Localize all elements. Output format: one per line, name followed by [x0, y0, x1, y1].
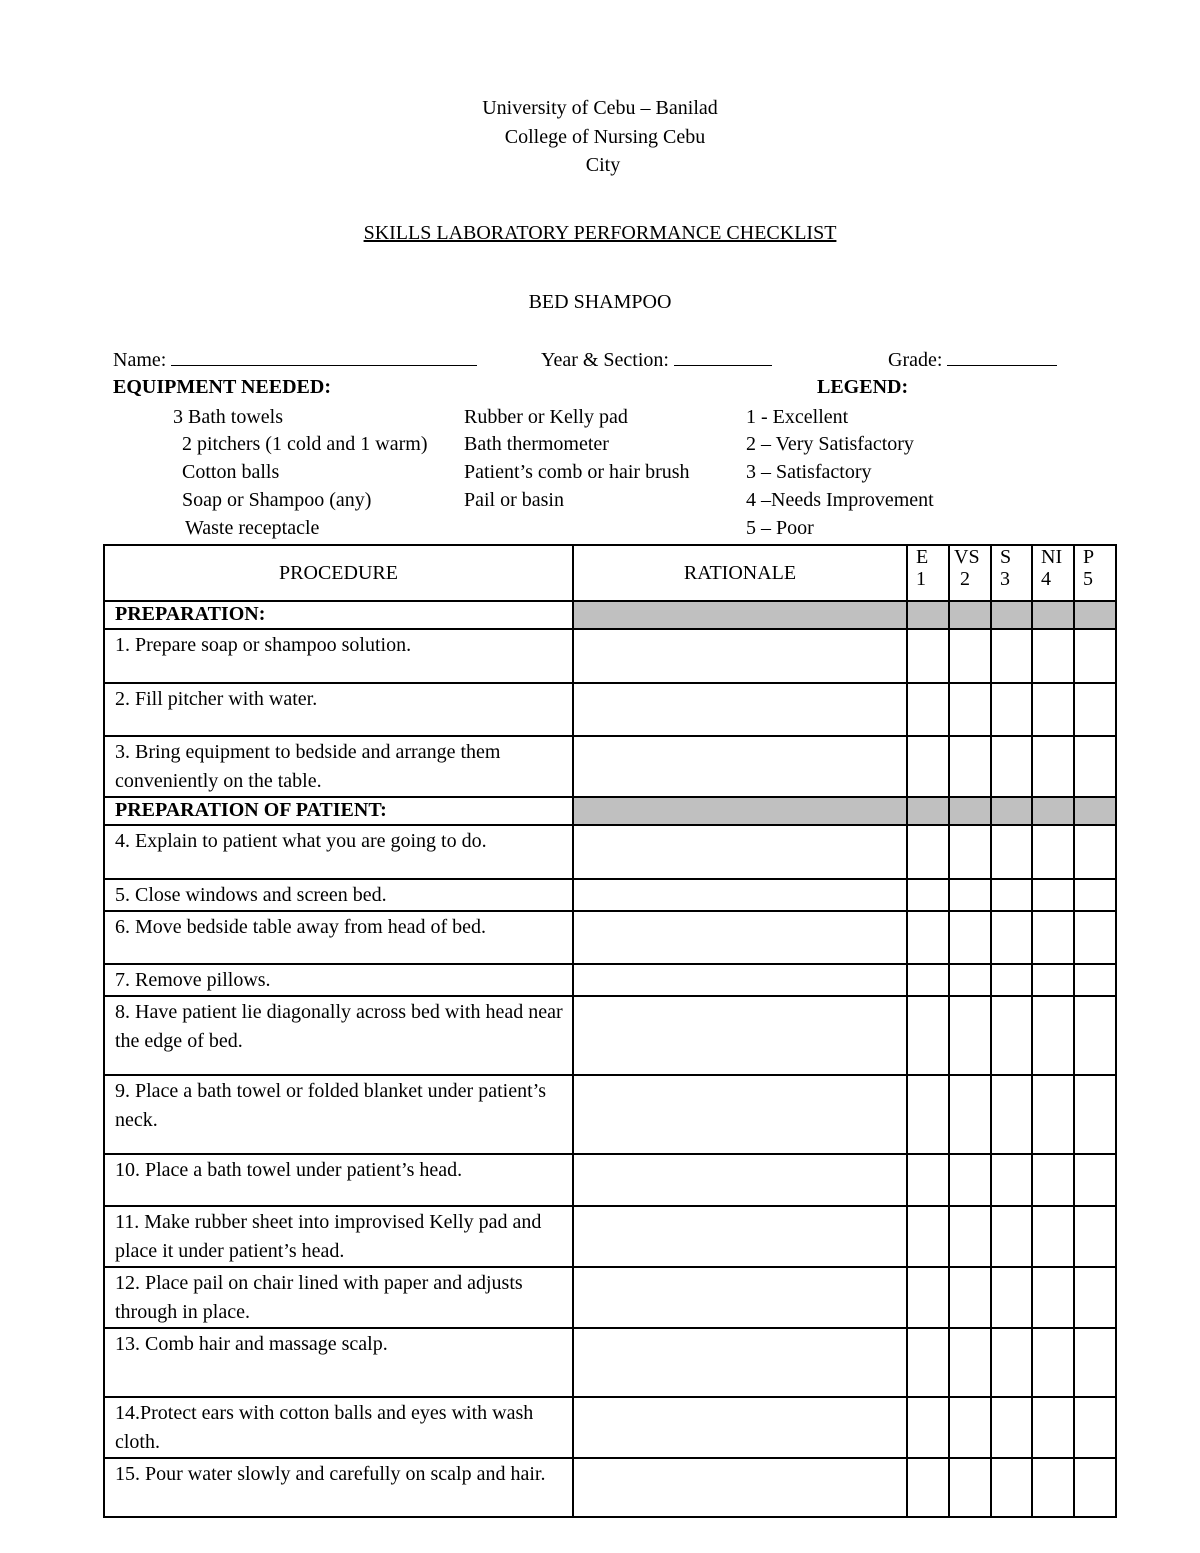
legend-heading: LEGEND: [817, 376, 909, 398]
score-cell[interactable] [949, 1328, 991, 1397]
shaded-cell [1032, 797, 1074, 825]
score-cell[interactable] [991, 1154, 1032, 1206]
score-cell[interactable] [991, 879, 1032, 911]
score-cell[interactable] [1032, 1397, 1074, 1458]
score-cell[interactable] [1074, 825, 1116, 879]
shaded-cell [907, 797, 949, 825]
year-section-field[interactable] [541, 347, 772, 372]
score-cell[interactable] [991, 1397, 1032, 1458]
score-header-p [1074, 545, 1116, 601]
rationale-cell[interactable] [573, 1154, 907, 1206]
score-cell[interactable] [1074, 1075, 1116, 1154]
rationale-cell[interactable] [573, 1458, 907, 1517]
college-name: College of Nursing Cebu [504, 126, 706, 148]
score-header-vs-top: VS [954, 546, 980, 568]
shaded-cell [573, 601, 907, 629]
rationale-cell[interactable] [573, 629, 907, 683]
score-cell[interactable] [907, 1397, 949, 1458]
score-cell[interactable] [1074, 996, 1116, 1075]
shaded-cell [991, 797, 1032, 825]
table-row [104, 1397, 1116, 1458]
score-cell[interactable] [1074, 1458, 1116, 1517]
score-cell[interactable] [907, 1206, 949, 1267]
rationale-cell[interactable] [573, 1206, 907, 1267]
rationale-cell[interactable] [573, 964, 907, 996]
section-label: PREPARATION: [104, 601, 573, 629]
rationale-cell[interactable] [573, 996, 907, 1075]
table-row [104, 996, 1116, 1075]
score-cell[interactable] [991, 825, 1032, 879]
year-section-blank[interactable] [674, 347, 772, 366]
score-cell[interactable] [1032, 629, 1074, 683]
score-cell[interactable] [991, 736, 1032, 797]
procedure-step: 4. Explain to patient what you are going to do. [104, 825, 573, 879]
table-row [104, 964, 1116, 996]
score-cell[interactable] [949, 1075, 991, 1154]
score-cell[interactable] [949, 1458, 991, 1517]
document-title [0, 222, 1200, 245]
shaded-cell [949, 797, 991, 825]
score-cell[interactable] [907, 1154, 949, 1206]
header-row [104, 545, 1116, 601]
equipment-item: Rubber or Kelly pad [464, 406, 628, 428]
name-blank[interactable] [171, 347, 477, 366]
score-cell[interactable] [1032, 736, 1074, 797]
score-cell[interactable] [1074, 911, 1116, 964]
rationale-cell[interactable] [573, 879, 907, 911]
table-row [104, 1328, 1116, 1397]
score-cell[interactable] [1032, 879, 1074, 911]
score-cell[interactable] [1074, 1154, 1116, 1206]
rationale-cell[interactable] [573, 1267, 907, 1328]
shaded-cell [949, 601, 991, 629]
table-row [104, 911, 1116, 964]
score-cell[interactable] [907, 911, 949, 964]
score-cell[interactable] [907, 964, 949, 996]
procedure-step: 7. Remove pillows. [104, 964, 573, 996]
score-header-e-bottom: 1 [916, 568, 926, 590]
procedure-step: 12. Place pail on chair lined with paper and adjusts through in place. [104, 1267, 573, 1328]
rationale-cell[interactable] [573, 736, 907, 797]
score-cell[interactable] [1032, 825, 1074, 879]
score-header-ni-bottom: 4 [1041, 568, 1051, 590]
table-row [104, 1458, 1116, 1517]
equipment-item: 3 Bath towels [173, 406, 283, 428]
shaded-cell [991, 601, 1032, 629]
score-cell[interactable] [991, 911, 1032, 964]
score-cell[interactable] [1074, 736, 1116, 797]
score-cell[interactable] [949, 629, 991, 683]
rationale-cell[interactable] [573, 911, 907, 964]
school-name: University of Cebu – Banilad [482, 97, 718, 119]
score-cell[interactable] [949, 964, 991, 996]
section-row [104, 601, 1116, 629]
score-cell[interactable] [907, 1267, 949, 1328]
score-cell[interactable] [991, 1267, 1032, 1328]
score-cell[interactable] [1032, 996, 1074, 1075]
score-cell[interactable] [949, 1206, 991, 1267]
procedure-step: 5. Close windows and screen bed. [104, 879, 573, 911]
legend-item: 4 –Needs Improvement [746, 489, 934, 511]
score-cell[interactable] [907, 1458, 949, 1517]
score-header-s-top: S [1000, 546, 1012, 568]
equipment-item: Soap or Shampoo (any) [182, 489, 372, 511]
score-cell[interactable] [1074, 1267, 1116, 1328]
procedure-step: 13. Comb hair and massage scalp. [104, 1328, 573, 1397]
score-header-vs-bottom: 2 [960, 568, 970, 590]
table-row [104, 1206, 1116, 1267]
score-header-s [991, 545, 1032, 601]
year-section-label: Year & Section: [541, 349, 669, 371]
score-header-ni-top: NI [1041, 546, 1063, 568]
score-cell[interactable] [1032, 1154, 1074, 1206]
procedure-step: 6. Move bedside table away from head of bed. [104, 911, 573, 964]
shaded-cell [907, 601, 949, 629]
table-row [104, 683, 1116, 736]
score-header-s-bottom: 3 [1000, 568, 1010, 590]
score-cell[interactable] [1074, 629, 1116, 683]
procedure-step: 9. Place a bath towel or folded blanket under patient’s neck. [104, 1075, 573, 1154]
score-cell[interactable] [907, 1328, 949, 1397]
checklist-table [103, 544, 1117, 1518]
score-cell[interactable] [907, 996, 949, 1075]
grade-label: Grade: [888, 349, 943, 371]
procedure-step: 8. Have patient lie diagonally across bed with head near the edge of bed. [104, 996, 573, 1075]
rationale-cell[interactable] [573, 1328, 907, 1397]
score-cell[interactable] [907, 736, 949, 797]
procedure-title: BED SHAMPOO [528, 291, 672, 313]
shaded-cell [1032, 601, 1074, 629]
score-cell[interactable] [1032, 911, 1074, 964]
equipment-item: Bath thermometer [464, 433, 609, 455]
procedure-step: 15. Pour water slowly and carefully on scalp and hair. [104, 1458, 573, 1517]
score-cell[interactable] [991, 964, 1032, 996]
score-header-e [907, 545, 949, 601]
table-row [104, 825, 1116, 879]
score-cell[interactable] [907, 1075, 949, 1154]
legend-item: 1 - Excellent [746, 406, 849, 428]
legend-item: 3 – Satisfactory [746, 461, 872, 483]
grade-blank[interactable] [947, 347, 1057, 366]
score-cell[interactable] [949, 879, 991, 911]
table-row [104, 1267, 1116, 1328]
score-cell[interactable] [991, 1075, 1032, 1154]
score-cell[interactable] [1032, 964, 1074, 996]
procedure-step: 2. Fill pitcher with water. [104, 683, 573, 736]
equipment-item: Pail or basin [464, 489, 564, 511]
score-cell[interactable] [1032, 1328, 1074, 1397]
score-cell[interactable] [907, 629, 949, 683]
score-cell[interactable] [1074, 964, 1116, 996]
score-cell[interactable] [1032, 683, 1074, 736]
procedure-step: 1. Prepare soap or shampoo solution. [104, 629, 573, 683]
score-cell[interactable] [1074, 1206, 1116, 1267]
equipment-heading: EQUIPMENT NEEDED: [113, 376, 331, 398]
procedure-step: 14.Protect ears with cotton balls and eyes with wash cloth. [104, 1397, 573, 1458]
score-cell[interactable] [991, 996, 1032, 1075]
score-cell[interactable] [1074, 879, 1116, 911]
score-cell[interactable] [949, 825, 991, 879]
score-cell[interactable] [991, 1328, 1032, 1397]
section-label: PREPARATION OF PATIENT: [104, 797, 573, 825]
score-cell[interactable] [1074, 1328, 1116, 1397]
score-cell[interactable] [949, 1267, 991, 1328]
score-cell[interactable] [991, 683, 1032, 736]
equipment-item: Cotton balls [182, 461, 280, 483]
rationale-cell[interactable] [573, 1397, 907, 1458]
score-cell[interactable] [1032, 1206, 1074, 1267]
score-cell[interactable] [949, 1154, 991, 1206]
score-header-e-top: E [916, 546, 929, 568]
table-row [104, 736, 1116, 797]
score-header-ni [1032, 545, 1074, 601]
equipment-item: Waste receptacle [185, 517, 320, 539]
legend-item: 5 – Poor [746, 517, 814, 539]
score-cell[interactable] [907, 879, 949, 911]
score-cell[interactable] [907, 825, 949, 879]
score-cell[interactable] [949, 1397, 991, 1458]
equipment-item: Patient’s comb or hair brush [464, 461, 690, 483]
rationale-header: RATIONALE [573, 545, 907, 601]
score-header-p-top: P [1083, 546, 1095, 568]
name-field[interactable] [113, 347, 477, 372]
score-cell[interactable] [907, 683, 949, 736]
score-cell[interactable] [949, 911, 991, 964]
procedure-step: 11. Make rubber sheet into improvised Kelly pad and place it under patient’s head. [104, 1206, 573, 1267]
shaded-cell [573, 797, 907, 825]
equipment-item: 2 pitchers (1 cold and 1 warm) [182, 433, 428, 455]
legend-item: 2 – Very Satisfactory [746, 433, 914, 455]
rationale-cell[interactable] [573, 825, 907, 879]
rationale-cell[interactable] [573, 1075, 907, 1154]
shaded-cell [1074, 601, 1116, 629]
score-cell[interactable] [991, 1458, 1032, 1517]
shaded-cell [1074, 797, 1116, 825]
rationale-cell[interactable] [573, 683, 907, 736]
section-row [104, 797, 1116, 825]
score-cell[interactable] [949, 736, 991, 797]
procedure-step: 10. Place a bath towel under patient’s head. [104, 1154, 573, 1206]
score-cell[interactable] [991, 629, 1032, 683]
table-row [104, 879, 1116, 911]
table-row [104, 629, 1116, 683]
score-cell[interactable] [1074, 683, 1116, 736]
procedure-step: 3. Bring equipment to bedside and arrange them conveniently on the table. [104, 736, 573, 797]
table-row [104, 1075, 1116, 1154]
document-title-text: SKILLS LABORATORY PERFORMANCE CHECKLIST [363, 222, 837, 244]
score-header-p-bottom: 5 [1083, 568, 1093, 590]
city-line: City [585, 154, 621, 176]
score-cell[interactable] [949, 683, 991, 736]
procedure-header: PROCEDURE [104, 545, 573, 601]
score-cell[interactable] [949, 996, 991, 1075]
grade-field[interactable] [888, 347, 1057, 372]
score-cell[interactable] [1074, 1397, 1116, 1458]
score-cell[interactable] [1032, 1458, 1074, 1517]
score-cell[interactable] [1032, 1267, 1074, 1328]
score-cell[interactable] [1032, 1075, 1074, 1154]
name-label: Name: [113, 349, 167, 371]
table-row [104, 1154, 1116, 1206]
score-header-vs [949, 545, 991, 601]
score-cell[interactable] [991, 1206, 1032, 1267]
